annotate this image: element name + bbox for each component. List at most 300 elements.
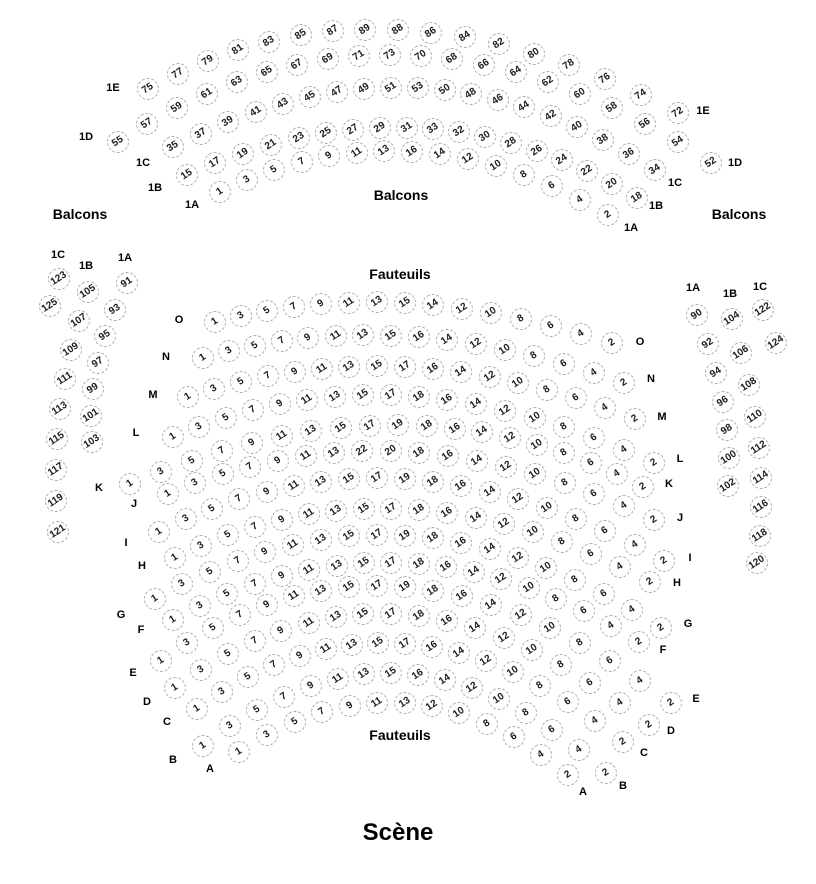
seat-orchestra-K-3[interactable]: 3 (146, 456, 176, 486)
seat-balcony-1C-50[interactable]: 50 (430, 75, 460, 105)
seat-orchestra-O-4[interactable]: 4 (566, 319, 596, 349)
seat-orchestra-O-5[interactable]: 5 (252, 295, 282, 325)
seat-orchestra-O-15[interactable]: 15 (390, 288, 420, 318)
seat-orchestra-J-13[interactable]: 13 (319, 438, 349, 468)
seat-orchestra-J-4[interactable]: 4 (609, 491, 639, 521)
seat-orchestra-A-13[interactable]: 13 (390, 688, 420, 718)
seat-balcony-1A-10[interactable]: 10 (480, 151, 510, 181)
seat-orchestra-N-7[interactable]: 7 (266, 326, 296, 356)
seat-orchestra-I-8[interactable]: 8 (561, 504, 591, 534)
seat-orchestra-E-4[interactable]: 4 (625, 666, 655, 696)
seat-orchestra-F-1[interactable]: 1 (158, 605, 188, 635)
seat-balcony-1A-11[interactable]: 11 (342, 137, 372, 167)
seat-side-left-1C-123[interactable]: 123 (44, 264, 74, 294)
seat-orchestra-E-11[interactable]: 11 (279, 581, 309, 611)
seat-balcony-1C-46[interactable]: 46 (483, 85, 513, 115)
seat-orchestra-N-5[interactable]: 5 (240, 330, 270, 360)
seat-balcony-1E-78[interactable]: 78 (554, 50, 584, 80)
seat-orchestra-H-5[interactable]: 5 (213, 520, 243, 550)
seat-orchestra-E-1[interactable]: 1 (146, 646, 176, 676)
seat-orchestra-D-2[interactable]: 2 (634, 710, 664, 740)
seat-orchestra-A-2[interactable]: 2 (553, 760, 583, 790)
seat-balcony-1D-60[interactable]: 60 (565, 79, 595, 109)
seat-orchestra-J-9[interactable]: 9 (263, 445, 293, 475)
seat-balcony-1C-43[interactable]: 43 (268, 88, 298, 118)
seat-orchestra-M-14[interactable]: 14 (446, 357, 476, 387)
seat-orchestra-O-6[interactable]: 6 (536, 310, 566, 340)
seat-balcony-1E-74[interactable]: 74 (626, 80, 656, 110)
seat-orchestra-L-5[interactable]: 5 (211, 402, 241, 432)
seat-orchestra-G-11[interactable]: 11 (278, 529, 308, 559)
seat-orchestra-E-19[interactable]: 19 (390, 572, 420, 602)
seat-orchestra-L-7[interactable]: 7 (238, 395, 268, 425)
seat-orchestra-J-14[interactable]: 14 (462, 445, 492, 475)
seat-orchestra-L-2[interactable]: 2 (639, 448, 669, 478)
seat-orchestra-G-15[interactable]: 15 (334, 521, 364, 551)
seat-balcony-1D-65[interactable]: 65 (252, 57, 282, 87)
seat-orchestra-J-16[interactable]: 16 (433, 441, 463, 471)
seat-orchestra-G-7[interactable]: 7 (222, 545, 252, 575)
seat-orchestra-N-9[interactable]: 9 (293, 323, 323, 353)
seat-balcony-1D-67[interactable]: 67 (282, 49, 312, 79)
seat-side-left-1B-115[interactable]: 115 (42, 424, 72, 454)
seat-orchestra-B-12[interactable]: 12 (457, 673, 487, 703)
seat-orchestra-O-13[interactable]: 13 (361, 287, 391, 317)
seat-orchestra-J-20[interactable]: 20 (376, 436, 406, 466)
seat-balcony-1E-89[interactable]: 89 (350, 14, 380, 44)
seat-orchestra-D-8[interactable]: 8 (546, 650, 576, 680)
seat-orchestra-F-17[interactable]: 17 (376, 547, 406, 577)
seat-balcony-1B-24[interactable]: 24 (547, 145, 577, 175)
seat-balcony-1C-53[interactable]: 53 (403, 73, 433, 103)
seat-orchestra-J-8[interactable]: 8 (550, 468, 580, 498)
seat-side-right-1C-122[interactable]: 122 (748, 295, 778, 325)
seat-orchestra-G-5[interactable]: 5 (195, 556, 225, 586)
seat-orchestra-I-13[interactable]: 13 (306, 467, 336, 497)
seat-orchestra-L-3[interactable]: 3 (184, 411, 214, 441)
seat-orchestra-K-11[interactable]: 11 (267, 421, 297, 451)
seat-orchestra-M-12[interactable]: 12 (474, 362, 504, 392)
seat-balcony-1A-8[interactable]: 8 (508, 160, 538, 190)
seat-balcony-1C-37[interactable]: 37 (185, 118, 215, 148)
seat-orchestra-H-4[interactable]: 4 (605, 552, 635, 582)
seat-side-left-1B-105[interactable]: 105 (73, 277, 103, 307)
seat-orchestra-G-14[interactable]: 14 (474, 534, 504, 564)
seat-balcony-1A-13[interactable]: 13 (369, 136, 399, 166)
seat-orchestra-O-11[interactable]: 11 (334, 287, 364, 317)
seat-balcony-1D-66[interactable]: 66 (469, 50, 499, 80)
seat-orchestra-L-18[interactable]: 18 (404, 382, 434, 412)
seat-orchestra-K-14[interactable]: 14 (467, 417, 497, 447)
seat-orchestra-C-3[interactable]: 3 (207, 677, 237, 707)
seat-side-right-1B-108[interactable]: 108 (734, 370, 764, 400)
seat-orchestra-D-7[interactable]: 7 (239, 626, 269, 656)
seat-side-left-1A-99[interactable]: 99 (78, 374, 108, 404)
seat-balcony-1E-79[interactable]: 79 (192, 46, 222, 76)
seat-balcony-1E-72[interactable]: 72 (663, 98, 693, 128)
seat-orchestra-O-10[interactable]: 10 (476, 298, 506, 328)
seat-side-right-1B-106[interactable]: 106 (726, 337, 756, 367)
seat-side-left-1A-101[interactable]: 101 (76, 400, 106, 430)
seat-orchestra-B-7[interactable]: 7 (269, 681, 299, 711)
seat-orchestra-I-10[interactable]: 10 (532, 493, 562, 523)
seat-orchestra-F-10[interactable]: 10 (513, 573, 543, 603)
seat-orchestra-H-18[interactable]: 18 (404, 495, 434, 525)
seat-orchestra-H-16[interactable]: 16 (432, 498, 462, 528)
seat-balcony-1A-2[interactable]: 2 (593, 200, 623, 230)
seat-side-left-1A-97[interactable]: 97 (83, 348, 113, 378)
seat-orchestra-J-10[interactable]: 10 (520, 459, 550, 489)
seat-orchestra-F-15[interactable]: 15 (349, 548, 379, 578)
seat-orchestra-G-16[interactable]: 16 (446, 528, 476, 558)
seat-side-left-1B-113[interactable]: 113 (45, 394, 75, 424)
seat-orchestra-A-10[interactable]: 10 (444, 698, 474, 728)
seat-orchestra-L-13[interactable]: 13 (320, 382, 350, 412)
seat-orchestra-L-9[interactable]: 9 (265, 389, 295, 419)
seat-orchestra-M-7[interactable]: 7 (252, 361, 282, 391)
seat-orchestra-G-19[interactable]: 19 (390, 521, 420, 551)
seat-orchestra-D-1[interactable]: 1 (160, 673, 190, 703)
seat-orchestra-C-4[interactable]: 4 (580, 706, 610, 736)
seat-balcony-1D-70[interactable]: 70 (406, 41, 436, 71)
seat-balcony-1E-87[interactable]: 87 (317, 16, 347, 46)
seat-orchestra-D-17[interactable]: 17 (376, 599, 406, 629)
seat-balcony-1B-23[interactable]: 23 (283, 123, 313, 153)
seat-balcony-1D-61[interactable]: 61 (191, 78, 221, 108)
seat-balcony-1A-16[interactable]: 16 (397, 137, 427, 167)
seat-orchestra-F-9[interactable]: 9 (267, 561, 297, 591)
seat-orchestra-E-6[interactable]: 6 (595, 646, 625, 676)
seat-balcony-1C-44[interactable]: 44 (509, 92, 539, 122)
seat-orchestra-M-10[interactable]: 10 (503, 368, 533, 398)
seat-orchestra-M-5[interactable]: 5 (226, 367, 256, 397)
seat-orchestra-K-15[interactable]: 15 (325, 413, 355, 443)
seat-balcony-1B-32[interactable]: 32 (444, 117, 474, 147)
seat-orchestra-K-2[interactable]: 2 (628, 472, 658, 502)
seat-balcony-1E-76[interactable]: 76 (590, 64, 620, 94)
seat-balcony-1E-88[interactable]: 88 (383, 15, 413, 45)
seat-orchestra-H-9[interactable]: 9 (266, 505, 296, 535)
seat-balcony-1D-56[interactable]: 56 (630, 109, 660, 139)
seat-orchestra-E-9[interactable]: 9 (252, 589, 282, 619)
seat-orchestra-N-8[interactable]: 8 (519, 341, 549, 371)
seat-orchestra-D-6[interactable]: 6 (575, 667, 605, 697)
seat-orchestra-N-3[interactable]: 3 (214, 336, 244, 366)
seat-balcony-1B-30[interactable]: 30 (470, 121, 500, 151)
seat-orchestra-C-10[interactable]: 10 (498, 657, 528, 687)
seat-balcony-1C-38[interactable]: 38 (588, 124, 618, 154)
seat-orchestra-I-4[interactable]: 4 (619, 530, 649, 560)
seat-orchestra-C-1[interactable]: 1 (182, 694, 212, 724)
seat-orchestra-J-12[interactable]: 12 (491, 451, 521, 481)
seat-orchestra-B-11[interactable]: 11 (322, 664, 352, 694)
seat-balcony-1E-84[interactable]: 84 (450, 22, 480, 52)
seat-side-right-1B-116[interactable]: 116 (746, 492, 776, 522)
seat-orchestra-L-17[interactable]: 17 (375, 380, 405, 410)
seat-orchestra-I-16[interactable]: 16 (446, 471, 476, 501)
seat-orchestra-I-1[interactable]: 1 (144, 517, 174, 547)
seat-balcony-1C-35[interactable]: 35 (158, 132, 188, 162)
seat-balcony-1C-34[interactable]: 34 (640, 155, 670, 185)
seat-orchestra-N-1[interactable]: 1 (188, 343, 218, 373)
seat-side-left-1B-119[interactable]: 119 (41, 485, 71, 515)
seat-orchestra-L-1[interactable]: 1 (158, 422, 188, 452)
seat-orchestra-N-12[interactable]: 12 (461, 329, 491, 359)
seat-orchestra-A-3[interactable]: 3 (252, 720, 282, 750)
seat-orchestra-M-17[interactable]: 17 (390, 352, 420, 382)
seat-balcony-1B-28[interactable]: 28 (496, 128, 526, 158)
seat-orchestra-M-13[interactable]: 13 (334, 352, 364, 382)
seat-orchestra-B-5[interactable]: 5 (242, 695, 272, 725)
seat-orchestra-I-18[interactable]: 18 (418, 466, 448, 496)
seat-orchestra-F-12[interactable]: 12 (486, 564, 516, 594)
seat-orchestra-J-22[interactable]: 22 (347, 436, 377, 466)
seat-orchestra-D-13[interactable]: 13 (321, 602, 351, 632)
seat-balcony-1B-20[interactable]: 20 (597, 169, 627, 199)
seat-orchestra-G-3[interactable]: 3 (167, 569, 197, 599)
seat-balcony-1E-77[interactable]: 77 (162, 59, 192, 89)
seat-balcony-1A-14[interactable]: 14 (425, 139, 455, 169)
seat-orchestra-N-14[interactable]: 14 (432, 325, 462, 355)
seat-balcony-1A-3[interactable]: 3 (232, 165, 262, 195)
seat-orchestra-J-5[interactable]: 5 (207, 459, 237, 489)
seat-orchestra-O-2[interactable]: 2 (597, 328, 627, 358)
seat-balcony-1E-82[interactable]: 82 (484, 29, 514, 59)
seat-orchestra-F-4[interactable]: 4 (596, 610, 626, 640)
seat-orchestra-H-10[interactable]: 10 (518, 517, 548, 547)
seat-orchestra-D-18[interactable]: 18 (404, 601, 434, 631)
seat-balcony-1B-19[interactable]: 19 (228, 138, 258, 168)
seat-balcony-1B-21[interactable]: 21 (256, 130, 286, 160)
seat-orchestra-K-17[interactable]: 17 (354, 411, 384, 441)
seat-orchestra-F-7[interactable]: 7 (239, 569, 269, 599)
seat-side-right-1B-120[interactable]: 120 (742, 548, 772, 578)
seat-orchestra-N-2[interactable]: 2 (609, 368, 639, 398)
seat-orchestra-M-6[interactable]: 6 (561, 383, 591, 413)
seat-orchestra-O-14[interactable]: 14 (418, 290, 448, 320)
seat-balcony-1D-57[interactable]: 57 (132, 108, 162, 138)
seat-orchestra-D-5[interactable]: 5 (213, 639, 243, 669)
seat-orchestra-E-7[interactable]: 7 (225, 600, 255, 630)
seat-orchestra-H-11[interactable]: 11 (293, 499, 323, 529)
seat-orchestra-A-5[interactable]: 5 (279, 707, 309, 737)
seat-orchestra-F-18[interactable]: 18 (403, 549, 433, 579)
seat-balcony-1C-48[interactable]: 48 (456, 79, 486, 109)
seat-orchestra-A-7[interactable]: 7 (307, 697, 337, 727)
seat-side-right-1B-104[interactable]: 104 (717, 304, 747, 334)
seat-orchestra-A-1[interactable]: 1 (224, 737, 254, 767)
seat-side-right-1C-124[interactable]: 124 (761, 328, 791, 358)
seat-balcony-1E-81[interactable]: 81 (223, 35, 253, 65)
seat-balcony-1B-25[interactable]: 25 (311, 118, 341, 148)
seat-orchestra-K-6[interactable]: 6 (575, 448, 605, 478)
seat-orchestra-A-4[interactable]: 4 (526, 739, 556, 769)
seat-orchestra-F-13[interactable]: 13 (321, 550, 351, 580)
seat-balcony-1A-5[interactable]: 5 (259, 155, 289, 185)
seat-balcony-1A-7[interactable]: 7 (287, 147, 317, 177)
seat-orchestra-K-12[interactable]: 12 (495, 423, 525, 453)
seat-orchestra-I-17[interactable]: 17 (362, 463, 392, 493)
seat-orchestra-A-9[interactable]: 9 (335, 690, 365, 720)
seat-orchestra-N-10[interactable]: 10 (490, 334, 520, 364)
seat-orchestra-I-7[interactable]: 7 (224, 484, 254, 514)
seat-side-right-1A-98[interactable]: 98 (712, 415, 742, 445)
seat-orchestra-C-15[interactable]: 15 (363, 628, 393, 658)
seat-orchestra-O-12[interactable]: 12 (447, 293, 477, 323)
seat-orchestra-K-18[interactable]: 18 (411, 411, 441, 441)
seat-balcony-1C-40[interactable]: 40 (562, 112, 592, 142)
seat-orchestra-B-15[interactable]: 15 (376, 658, 406, 688)
seat-orchestra-N-11[interactable]: 11 (320, 321, 350, 351)
seat-balcony-1A-4[interactable]: 4 (565, 184, 595, 214)
seat-orchestra-H-6[interactable]: 6 (576, 539, 606, 569)
seat-side-left-1B-121[interactable]: 121 (43, 517, 73, 547)
seat-side-left-1B-107[interactable]: 107 (63, 305, 93, 335)
seat-orchestra-L-16[interactable]: 16 (432, 385, 462, 415)
seat-balcony-1C-45[interactable]: 45 (295, 82, 325, 112)
seat-orchestra-A-12[interactable]: 12 (417, 691, 447, 721)
seat-side-left-1C-125[interactable]: 125 (35, 291, 65, 321)
seat-orchestra-L-12[interactable]: 12 (490, 395, 520, 425)
seat-orchestra-G-18[interactable]: 18 (418, 523, 448, 553)
seat-side-left-1A-91[interactable]: 91 (112, 268, 142, 298)
seat-orchestra-B-8[interactable]: 8 (510, 698, 540, 728)
seat-orchestra-K-4[interactable]: 4 (602, 459, 632, 489)
seat-orchestra-D-11[interactable]: 11 (293, 607, 323, 637)
seat-orchestra-J-7[interactable]: 7 (235, 451, 265, 481)
seat-orchestra-D-10[interactable]: 10 (517, 635, 547, 665)
seat-orchestra-I-9[interactable]: 9 (251, 477, 281, 507)
seat-orchestra-L-4[interactable]: 4 (609, 434, 639, 464)
seat-balcony-1D-59[interactable]: 59 (162, 92, 192, 122)
seat-side-left-1B-117[interactable]: 117 (41, 455, 71, 485)
seat-balcony-1C-41[interactable]: 41 (240, 97, 270, 127)
seat-orchestra-F-16[interactable]: 16 (431, 552, 461, 582)
seat-balcony-1D-63[interactable]: 63 (221, 67, 251, 97)
seat-side-right-1A-92[interactable]: 92 (693, 329, 723, 359)
seat-orchestra-B-16[interactable]: 16 (403, 660, 433, 690)
seat-side-left-1B-109[interactable]: 109 (56, 335, 86, 365)
seat-balcony-1D-69[interactable]: 69 (313, 44, 343, 74)
seat-balcony-1D-68[interactable]: 68 (437, 44, 467, 74)
seat-balcony-1C-51[interactable]: 51 (376, 73, 406, 103)
seat-balcony-1E-80[interactable]: 80 (519, 39, 549, 69)
seat-orchestra-E-15[interactable]: 15 (334, 572, 364, 602)
seat-orchestra-G-8[interactable]: 8 (560, 565, 590, 595)
seat-balcony-1B-27[interactable]: 27 (338, 115, 368, 145)
seat-orchestra-F-6[interactable]: 6 (569, 596, 599, 626)
seat-orchestra-E-2[interactable]: 2 (656, 688, 686, 718)
seat-orchestra-F-8[interactable]: 8 (541, 583, 571, 613)
seat-orchestra-N-15[interactable]: 15 (376, 320, 406, 350)
seat-orchestra-M-11[interactable]: 11 (307, 353, 337, 383)
seat-orchestra-H-17[interactable]: 17 (376, 493, 406, 523)
seat-balcony-1D-52[interactable]: 52 (696, 148, 726, 178)
seat-orchestra-G-13[interactable]: 13 (306, 524, 336, 554)
seat-orchestra-I-15[interactable]: 15 (334, 464, 364, 494)
seat-orchestra-H-13[interactable]: 13 (321, 496, 351, 526)
seat-balcony-1B-22[interactable]: 22 (572, 156, 602, 186)
seat-orchestra-O-8[interactable]: 8 (506, 304, 536, 334)
seat-orchestra-B-1[interactable]: 1 (188, 731, 218, 761)
seat-side-right-1A-102[interactable]: 102 (713, 471, 743, 501)
seat-orchestra-K-19[interactable]: 19 (383, 410, 413, 440)
seat-balcony-1C-42[interactable]: 42 (535, 101, 565, 131)
seat-side-right-1B-114[interactable]: 114 (746, 463, 776, 493)
seat-orchestra-A-11[interactable]: 11 (362, 687, 392, 717)
seat-orchestra-N-4[interactable]: 4 (579, 358, 609, 388)
seat-orchestra-F-5[interactable]: 5 (212, 579, 242, 609)
seat-orchestra-H-12[interactable]: 12 (489, 509, 519, 539)
seat-balcony-1C-47[interactable]: 47 (322, 77, 352, 107)
seat-orchestra-C-5[interactable]: 5 (233, 662, 263, 692)
seat-orchestra-D-9[interactable]: 9 (266, 615, 296, 645)
seat-orchestra-K-13[interactable]: 13 (296, 416, 326, 446)
seat-orchestra-M-15[interactable]: 15 (362, 351, 392, 381)
seat-orchestra-E-10[interactable]: 10 (535, 613, 565, 643)
seat-orchestra-K-9[interactable]: 9 (237, 428, 267, 458)
seat-balcony-1C-49[interactable]: 49 (349, 74, 379, 104)
seat-orchestra-J-2[interactable]: 2 (639, 505, 669, 535)
seat-orchestra-F-2[interactable]: 2 (624, 627, 654, 657)
seat-orchestra-C-11[interactable]: 11 (311, 634, 341, 664)
seat-balcony-1E-86[interactable]: 86 (416, 17, 446, 47)
seat-side-left-1A-103[interactable]: 103 (77, 427, 107, 457)
seat-orchestra-C-16[interactable]: 16 (416, 632, 446, 662)
seat-orchestra-H-1[interactable]: 1 (160, 543, 190, 573)
seat-balcony-1D-71[interactable]: 71 (343, 41, 373, 71)
seat-side-right-1B-110[interactable]: 110 (740, 402, 770, 432)
seat-balcony-1E-75[interactable]: 75 (133, 74, 163, 104)
seat-orchestra-I-3[interactable]: 3 (170, 504, 200, 534)
seat-orchestra-O-3[interactable]: 3 (226, 301, 256, 331)
seat-side-right-1A-96[interactable]: 96 (708, 387, 738, 417)
seat-orchestra-D-15[interactable]: 15 (348, 599, 378, 629)
seat-orchestra-G-10[interactable]: 10 (531, 553, 561, 583)
seat-balcony-1E-85[interactable]: 85 (286, 20, 316, 50)
seat-orchestra-E-16[interactable]: 16 (447, 581, 477, 611)
seat-orchestra-M-8[interactable]: 8 (532, 375, 562, 405)
seat-orchestra-B-4[interactable]: 4 (564, 735, 594, 765)
seat-orchestra-K-16[interactable]: 16 (439, 413, 469, 443)
seat-side-right-1B-118[interactable]: 118 (745, 520, 775, 550)
seat-orchestra-I-14[interactable]: 14 (474, 476, 504, 506)
seat-orchestra-C-12[interactable]: 12 (470, 646, 500, 676)
seat-orchestra-C-6[interactable]: 6 (552, 687, 582, 717)
seat-orchestra-E-8[interactable]: 8 (565, 628, 595, 658)
seat-orchestra-G-12[interactable]: 12 (503, 542, 533, 572)
seat-orchestra-G-2[interactable]: 2 (646, 613, 676, 643)
seat-side-right-1B-112[interactable]: 112 (744, 433, 774, 463)
seat-orchestra-E-17[interactable]: 17 (362, 571, 392, 601)
seat-orchestra-G-1[interactable]: 1 (140, 584, 170, 614)
seat-orchestra-B-2[interactable]: 2 (591, 758, 621, 788)
seat-balcony-1A-6[interactable]: 6 (536, 171, 566, 201)
seat-orchestra-H-7[interactable]: 7 (239, 512, 269, 542)
seat-orchestra-J-3[interactable]: 3 (180, 468, 210, 498)
seat-balcony-1B-26[interactable]: 26 (522, 135, 552, 165)
seat-orchestra-J-11[interactable]: 11 (291, 441, 321, 471)
seat-balcony-1D-73[interactable]: 73 (374, 40, 404, 70)
seat-orchestra-B-6[interactable]: 6 (537, 715, 567, 745)
seat-orchestra-I-12[interactable]: 12 (503, 484, 533, 514)
seat-orchestra-D-14[interactable]: 14 (460, 613, 490, 643)
seat-orchestra-N-13[interactable]: 13 (348, 320, 378, 350)
seat-orchestra-G-9[interactable]: 9 (250, 536, 280, 566)
seat-side-right-1A-94[interactable]: 94 (701, 358, 731, 388)
seat-balcony-1A-1[interactable]: 1 (205, 177, 235, 207)
seat-orchestra-I-5[interactable]: 5 (197, 493, 227, 523)
